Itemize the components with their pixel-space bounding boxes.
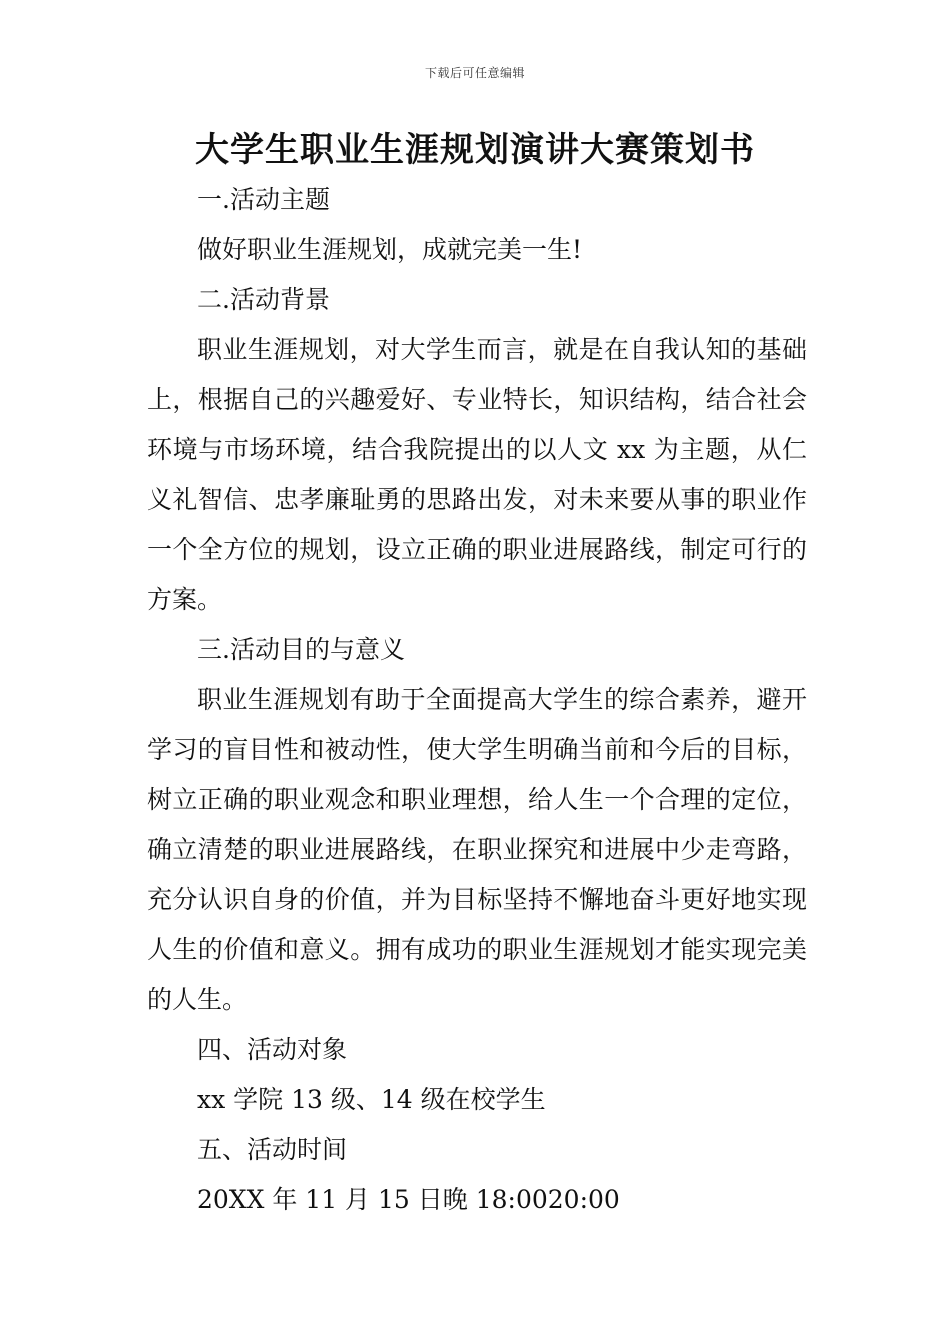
document-title: 大学生职业生涯规划演讲大赛策划书 [195, 130, 755, 170]
page-header-note: 下载后可任意编辑 [424, 66, 525, 80]
section-body-background: 职业生涯规划，对大学生而言，就是在自我认知的基础上，根据自己的兴趣爱好、专业特长，知识结构，结合社会环境与市场环境，结合我院提出的以人文 xx 为主题，从仁义礼智信、忠孝廉耻勇的思路出发，对未来要从事的职业作一个全方位的规划，设立正确的职业进展路线，制定可行的方案。 [147, 335, 807, 614]
document-body [147, 175, 807, 1225]
section-body-audience: xx 学院 13 级、14 级在校学生 [197, 1085, 546, 1114]
section-heading-audience: 四、活动对象 [197, 1035, 348, 1064]
section-heading-purpose: 三.活动目的与意义 [197, 635, 405, 664]
section-body-time: 20XX 年 11 月 15 日晚 18:0020:00 [197, 1185, 620, 1214]
section-body-theme: 做好职业生涯规划，成就完美一生! [197, 235, 583, 264]
section-heading-theme: 一.活动主题 [197, 185, 330, 214]
section-heading-time: 五、活动时间 [197, 1135, 348, 1164]
section-heading-background: 二.活动背景 [197, 285, 330, 314]
section-body-purpose: 职业生涯规划有助于全面提高大学生的综合素养，避开学习的盲目性和被动性，使大学生明确当前和今后的目标，树立正确的职业观念和职业理想，给人生一个合理的定位，确立清楚的职业进展路线，在职业探究和进展中少走弯路，充分认识自身的价值，并为目标坚持不懈地奋斗更好地实现人生的价值和意义。拥有成功的职业生涯规划才能实现完美的人生。 [147, 685, 807, 1014]
